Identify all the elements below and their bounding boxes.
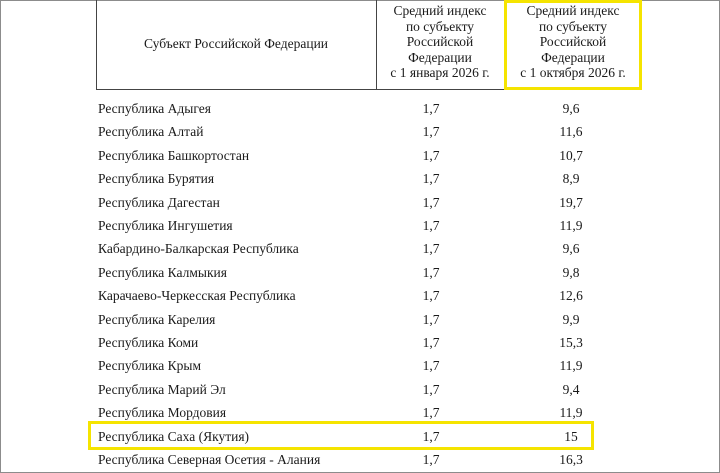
subject-name: Республика Мордовия <box>98 405 227 421</box>
subject-name: Республика Ингушетия <box>98 218 233 233</box>
index-jan: 1,7 <box>422 405 440 421</box>
index-oct: 15,3 <box>559 335 583 350</box>
table-row <box>96 214 596 237</box>
index-jan: 1,7 <box>422 264 440 280</box>
header-oct-line: Средний индекс <box>526 3 620 18</box>
index-jan: 1,7 <box>422 428 440 444</box>
subject-name: Республика Дагестан <box>98 194 220 210</box>
index-oct: 9,8 <box>562 264 580 280</box>
header-oct-line: с 1 октября 2026 г. <box>520 65 626 80</box>
index-oct: 11,9 <box>559 405 583 421</box>
index-oct: 9,6 <box>562 101 580 116</box>
index-jan: 1,7 <box>422 311 440 327</box>
table-row <box>96 261 596 284</box>
subject-name: Республика Калмыкия <box>98 264 227 280</box>
index-oct: 10,7 <box>559 147 583 163</box>
table-row <box>96 331 596 354</box>
table-row <box>96 448 596 471</box>
index-jan: 1,7 <box>422 335 440 350</box>
table-row <box>96 308 596 331</box>
header-jan-line: Российской <box>406 34 474 49</box>
header-jan-line: по субъекту <box>405 18 475 34</box>
index-oct: 11,9 <box>559 358 583 374</box>
index-oct: 15 <box>564 428 578 444</box>
header-oct <box>506 3 640 81</box>
index-jan: 1,7 <box>422 381 440 397</box>
header-jan-line: Федерации <box>408 49 472 65</box>
header-oct-line: Федерации <box>541 49 605 65</box>
table-row <box>96 120 596 143</box>
index-jan: 1,7 <box>422 452 440 467</box>
subject-name: Республика Северная Осетия - Алания <box>98 452 321 467</box>
table-row <box>96 378 596 401</box>
index-jan: 1,7 <box>422 147 440 163</box>
header-bottom-rule <box>96 89 640 90</box>
subject-name: Республика Марий Эл <box>98 381 226 397</box>
index-oct: 8,9 <box>562 171 580 187</box>
index-oct: 16,3 <box>559 452 583 467</box>
index-oct: 19,7 <box>559 194 583 210</box>
table-row <box>96 354 596 377</box>
header-jan-line: Средний индекс <box>393 3 487 18</box>
index-jan: 1,7 <box>422 288 440 304</box>
subject-name: Республика Башкортостан <box>98 147 250 163</box>
header-jan-line: с 1 января 2026 г. <box>390 65 490 80</box>
table-row <box>96 284 596 307</box>
header-oct-line: Российской <box>539 34 607 49</box>
index-jan: 1,7 <box>422 218 440 233</box>
table-row <box>96 191 596 214</box>
header-divider-right <box>504 0 505 89</box>
subject-name: Республика Алтай <box>98 124 204 140</box>
index-jan: 1,7 <box>422 171 440 187</box>
subject-name: Республика Карелия <box>98 311 216 327</box>
index-jan: 1,7 <box>422 101 440 116</box>
table-row <box>96 401 596 424</box>
header-oct-line: по субъекту <box>538 18 608 34</box>
subject-name: Карачаево-Черкесская Республика <box>98 288 296 304</box>
subject-name: Республика Бурятия <box>98 171 215 187</box>
index-oct: 9,6 <box>562 241 580 257</box>
index-jan: 1,7 <box>422 194 440 210</box>
subject-name: Республика Адыгея <box>98 101 211 116</box>
index-oct: 11,9 <box>559 218 583 233</box>
index-oct: 9,4 <box>562 381 580 397</box>
table-row <box>96 144 596 167</box>
index-oct: 9,9 <box>562 311 580 327</box>
index-jan: 1,7 <box>422 124 440 140</box>
index-jan: 1,7 <box>422 358 440 374</box>
header-jan <box>376 3 504 81</box>
subject-name: Республика Коми <box>98 335 199 350</box>
table-row <box>96 167 596 190</box>
index-jan: 1,7 <box>422 241 440 257</box>
index-oct: 12,6 <box>559 288 583 304</box>
subject-name: Республика Саха (Якутия) <box>98 428 250 444</box>
table-row <box>96 237 596 260</box>
index-oct: 11,6 <box>559 124 583 140</box>
subject-name: Республика Крым <box>98 358 202 374</box>
header-subject: Субъект Российской Федерации <box>143 36 329 51</box>
subject-name: Кабардино-Балкарская Республика <box>98 241 299 257</box>
table-row <box>96 97 596 120</box>
table-row <box>96 425 596 448</box>
